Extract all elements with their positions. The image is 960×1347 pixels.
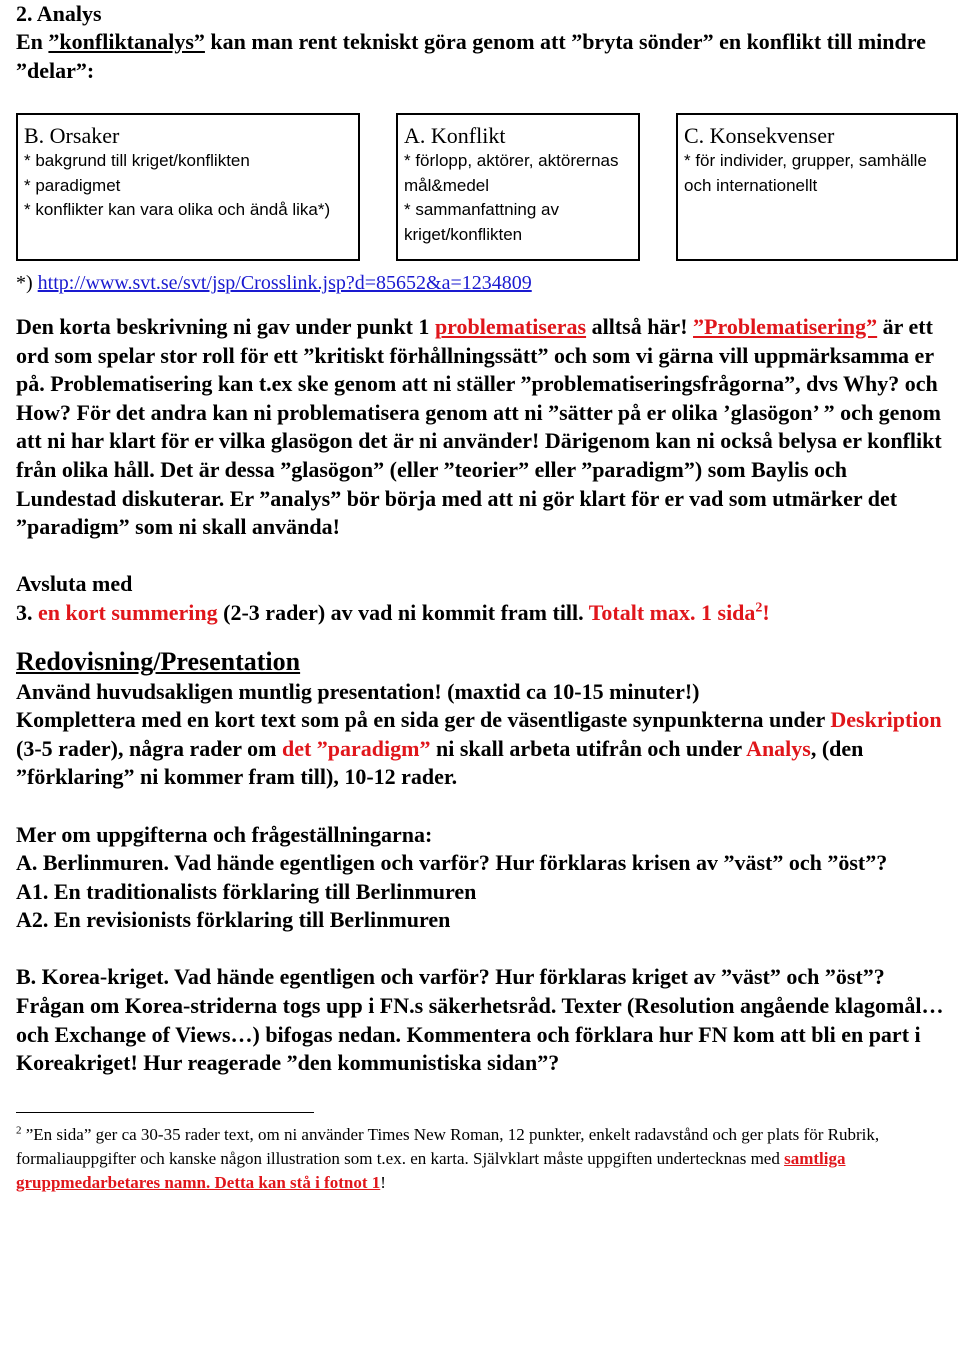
box-line: * sammanfattning av kriget/konflikten <box>404 200 559 244</box>
footnote-divider <box>16 1112 314 1113</box>
box-title: B. Orsaker <box>24 123 120 148</box>
footnote-text-end: ! <box>380 1172 386 1192</box>
reference-link[interactable]: http://www.svt.se/svt/jsp/Crosslink.jsp?d=85652&a=1234809 <box>37 272 532 294</box>
intro-term: ”konfliktanalys” <box>48 29 205 54</box>
box-line: * paradigmet <box>24 175 121 195</box>
highlight-text: ! <box>762 599 770 625</box>
para-text: Den korta beskrivning ni gav under punkt 1 <box>16 314 435 339</box>
highlight-text: det ”paradigm” <box>281 735 431 761</box>
task-a2: A2. En revisionists förklaring till Berlinmuren <box>16 907 451 933</box>
task-b-details: Frågan om Korea-striderna togs upp i FN.s säkerhetsråd. Texter (Resolution angående klagomål… och Exchange of Views…) bifogas nedan. Kommentera och förklara hur FN kom att bli en part i Koreakriget! Hur reagerade ”den kommunistiska sidan”? <box>16 993 944 1076</box>
section-heading: 2. Analys <box>16 1 102 26</box>
box-line: * förlopp, aktörer, aktörernas mål&medel <box>404 151 619 195</box>
redovisning-line1: Använd huvudsakligen muntlig presentation! (maxtid ca 10-15 minuter!) <box>16 678 700 704</box>
footnote-number: 2 <box>16 1124 22 1137</box>
task-b: B. Korea-kriget. Vad hände egentligen och varför? Hur förklaras kriget av ”väst” och ”öst”? <box>16 964 885 990</box>
reference-line <box>16 271 946 295</box>
footnote-text: ”En sida” ger ca 30-35 rader text, om ni använder Times New Roman, 12 punkter, enkelt radavstånd och ger plats för Rubrik, formaliauppgifter och kanske någon illustration som t.ex. en karta. Självklart måste uppgiften undertecknas med <box>16 1124 880 1168</box>
task-a1: A1. En traditionalists förklaring till Berlinmuren <box>16 878 477 904</box>
para-text: är ett ord som spelar stor roll för ett ”kritiskt förhållningssätt” och som vi gärna vill uppmärksamma er på. Problematisering kan t.ex ske genom att ni ställer ”problematiseringsfrågorna”, dvs Why? och How? För det andra kan ni problematisera genom att ni ”sätter på er olika ’glasögon’ ” och genom att ni har klart för er vilka glasögon det är ni använder! Därigenom kan ni också belysa er konflikt från olika håll. Det är dessa ”glasögon” (eller ”teorier” eller ”paradigm”) som Baylis och Lundestad diskuterar. Er ”analys” bör börja med att ni gör klart för er vad som utmärker det ”paradigm” som ni skall använda! <box>16 314 942 540</box>
box-konsekvenser <box>676 113 958 261</box>
intro-text: En <box>16 29 49 54</box>
box-line: * för individer, grupper, samhälle och internationellt <box>684 151 927 195</box>
redovisning-paragraph <box>16 706 946 792</box>
avsluta-label: Avsluta med <box>16 571 133 597</box>
para-text: (3-5 rader), några rader om <box>16 735 282 761</box>
box-title: C. Konsekvenser <box>684 123 835 148</box>
box-orsaker <box>16 113 360 261</box>
highlight-text: Deskription <box>830 707 942 733</box>
item-number: 3. <box>16 599 38 625</box>
footnote-marker[interactable]: 2 <box>755 600 763 616</box>
para-text: ni skall arbeta utifrån och under <box>430 735 747 761</box>
box-title: A. Konflikt <box>404 123 506 148</box>
intro-paragraph <box>16 28 946 85</box>
para-text: Komplettera med en kort text som på en sida ger de väsentligaste synpunkterna under <box>16 707 831 733</box>
analysis-boxes <box>16 113 946 265</box>
problematisering-link[interactable]: ”Problematisering” <box>693 314 878 339</box>
footnote-highlight: samtliga gruppmedarbetares namn. Detta kan stå i fotnot 1 <box>16 1148 846 1192</box>
problematisering-paragraph <box>16 313 946 542</box>
task-a: A. Berlinmuren. Vad hände egentligen och varför? Hur förklaras krisen av ”väst” och ”öst”? <box>16 850 888 876</box>
highlight-text: Analys <box>746 735 811 761</box>
document-page <box>16 0 946 1195</box>
reference-prefix: *) <box>16 272 38 294</box>
para-text: (2-3 rader) av vad ni kommit fram till. <box>217 599 589 625</box>
summary-instruction <box>16 599 946 628</box>
mer-heading: Mer om uppgifterna och frågeställningarna: <box>16 821 433 847</box>
footnote <box>16 1123 946 1195</box>
box-line: * konflikter kan vara olika och ändå lika*) <box>24 200 331 219</box>
problematiseras-link[interactable]: problematiseras <box>434 314 587 339</box>
highlight-text: Totalt max. 1 sida <box>588 599 756 625</box>
para-text: , (den ”förklaring” ni kommer fram till), 10-12 rader. <box>16 735 864 790</box>
intro-text-rest: kan man rent tekniskt göra genom att ”bryta sönder” en konflikt till mindre ”delar”: <box>16 29 926 83</box>
box-konflikt <box>396 113 640 261</box>
highlight-text: en kort summering <box>38 599 218 625</box>
redovisning-heading: Redovisning/Presentation <box>16 646 301 676</box>
para-text: alltså här! <box>586 314 694 339</box>
box-line: * bakgrund till kriget/konflikten <box>24 151 250 170</box>
